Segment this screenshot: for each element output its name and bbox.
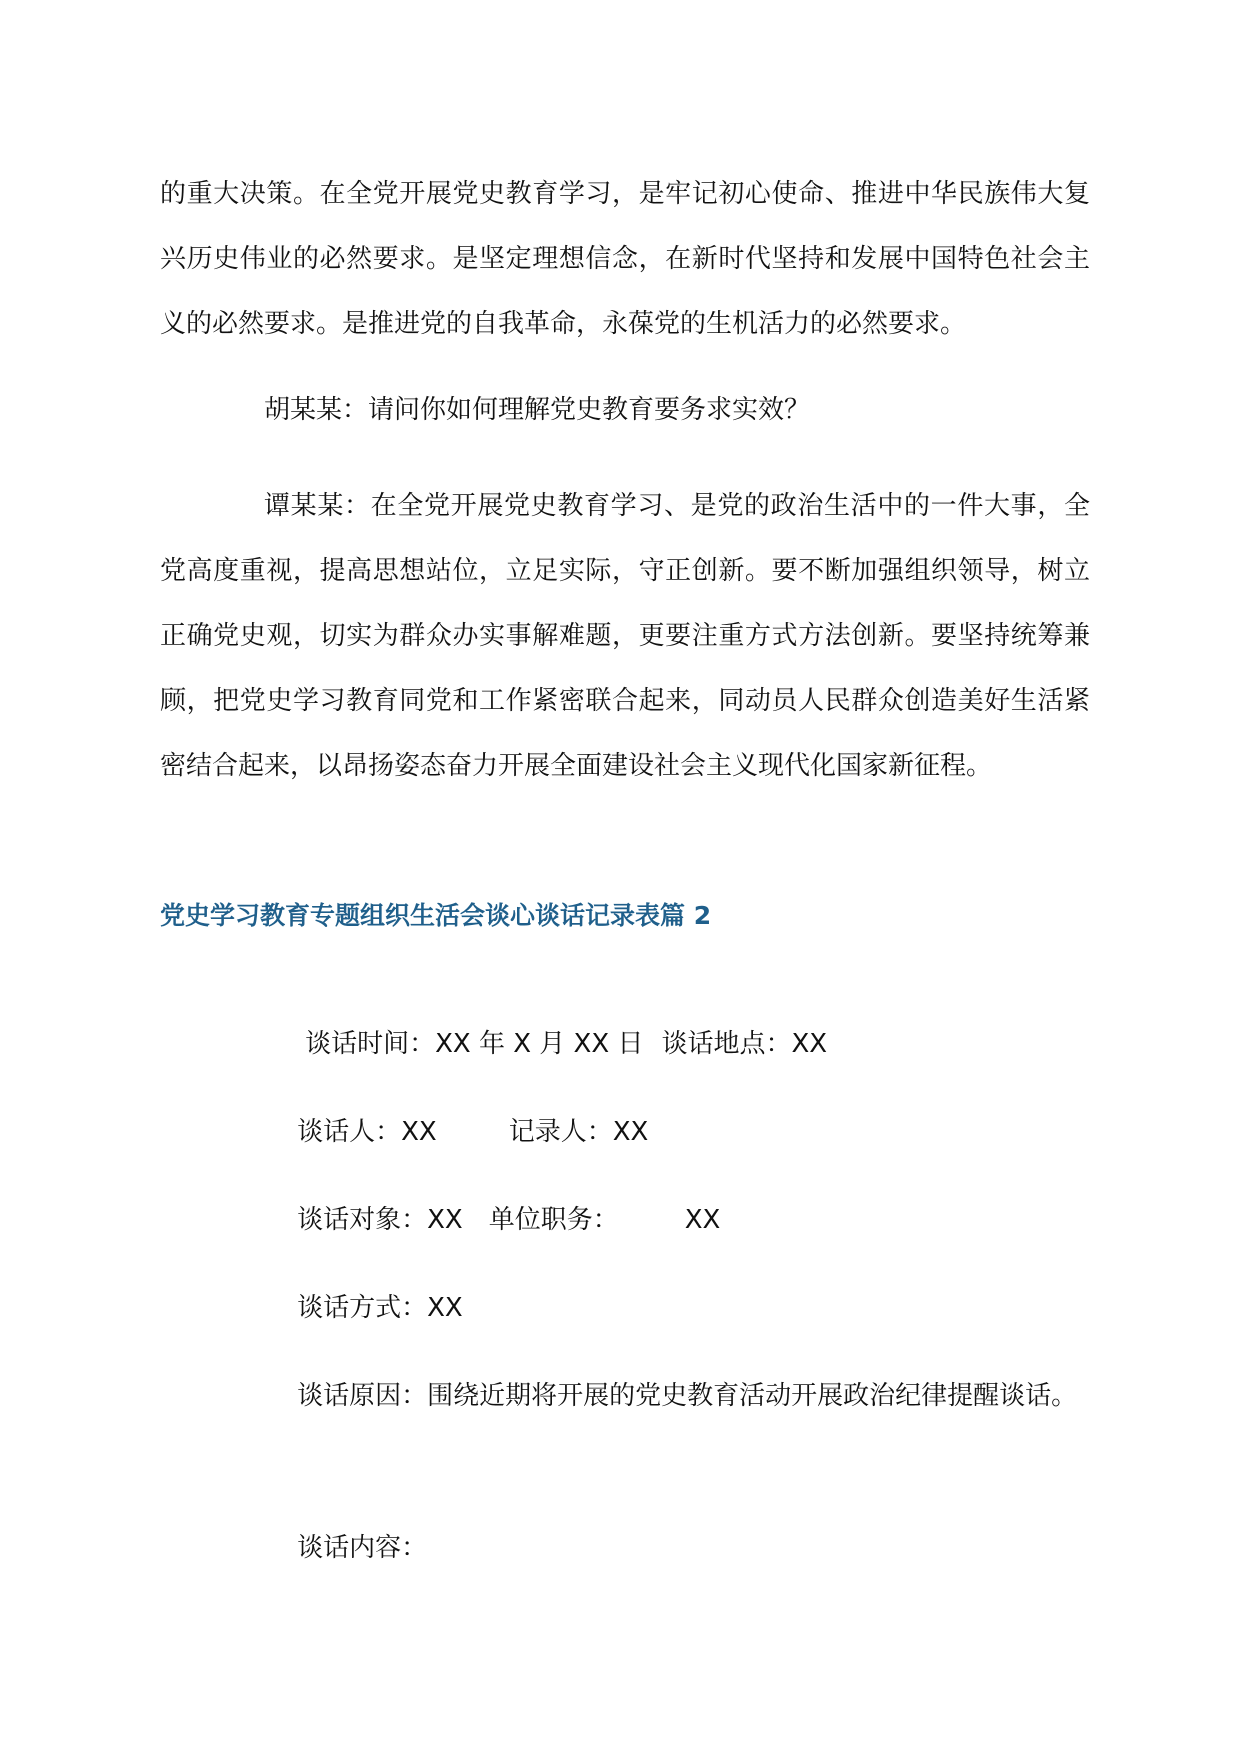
talk-target: 谈话对象：XX <box>297 1205 463 1235</box>
reason-row <box>264 1336 1077 1456</box>
talk-method: 谈话方式：XX <box>297 1293 463 1323</box>
talk-content-label: 谈话内容： <box>297 1533 428 1563</box>
position-label: 单位职务： <box>488 1205 619 1235</box>
talk-reason: 谈话原因：围绕近期将开展的党史教育活动开展政治纪律提醒谈话。 <box>297 1381 1078 1411</box>
section-heading: 党史学习教育专题组织生活会谈心谈话记录表篇 2 <box>160 901 712 930</box>
content-row <box>264 1488 427 1608</box>
position-value: XX <box>684 1205 721 1235</box>
answer-paragraph: 谭某某：在全党开展党史教育学习、是党的政治生活中的一件大事，全党高度重视，提高思想站位，立足实际，守正创新。要不断加强组织领导，树立正确党史观，切实为群众办实事解难题，更要注重方式方法创新。要坚持统筹兼顾，把党史学习教育同党和工作紧密联合起来，同动员人民群众创造美好生活紧密结合起来，以昂扬姿态奋力开展全面建设社会主义现代化国家新征程。 <box>160 491 1090 781</box>
talk-place: 谈话地点：XX <box>661 1029 828 1059</box>
paragraph-intro: 的重大决策。在全党开展党史教育学习，是牢记初心使命、推进中华民族伟大复兴历史伟业的必然要求。是坚定理想信念，在新时代坚持和发展中国特色社会主义的必然要求。是推进党的自我革命，永葆党的生机活力的必然要求。 <box>160 179 1090 339</box>
recorder: 记录人：XX <box>508 1117 649 1147</box>
talk-time: 谈话时间：XX 年 X 月 XX 日 <box>305 1029 644 1059</box>
question-line: 胡某某：请问你如何理解党史教育要务求实效？ <box>264 395 811 425</box>
talker: 谈话人：XX <box>297 1117 437 1147</box>
